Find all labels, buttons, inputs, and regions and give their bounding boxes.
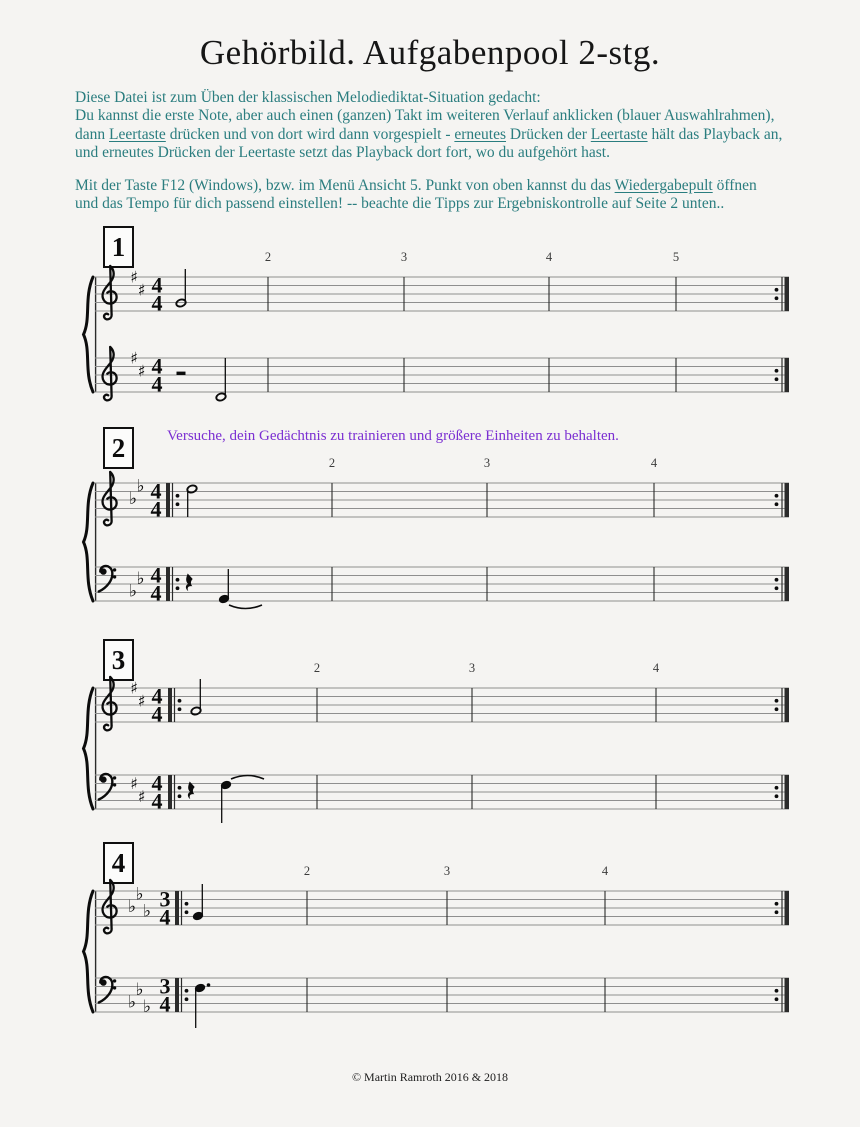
- flat-accidental: ♭: [135, 979, 144, 1000]
- measure-2-1-3[interactable]: [487, 479, 654, 521]
- repeat-dot: [176, 586, 180, 590]
- exercise-number-box-3: 3: [103, 639, 134, 681]
- exercise-number-box-1: 1: [103, 226, 134, 268]
- measure-1-2-3[interactable]: [404, 354, 549, 396]
- exercise-number-box-2: 2: [103, 427, 134, 469]
- sharp-accidental: ♯: [137, 786, 146, 806]
- tie: [229, 605, 262, 609]
- time-signature: 4: [151, 272, 163, 298]
- measure-2-2-3[interactable]: [487, 563, 654, 605]
- time-signature: 4: [159, 991, 171, 1017]
- time-signature: 3: [159, 886, 171, 912]
- flat-accidental: ♭: [127, 897, 137, 917]
- repeat-dot: [178, 699, 182, 703]
- bar-number: 2: [328, 456, 336, 470]
- measure-3-1-2[interactable]: [317, 684, 472, 726]
- repeat-dot: [176, 578, 180, 582]
- measure-3-1-4[interactable]: [656, 684, 789, 726]
- time-signature: 4: [151, 353, 163, 379]
- time-signature: 4: [151, 770, 163, 796]
- flat-accidental: ♭: [127, 992, 137, 1013]
- repeat-dot: [185, 997, 189, 1001]
- system-brace-icon: [84, 277, 94, 392]
- measure-1-1-1[interactable]: [170, 273, 268, 315]
- repeat-dot: [178, 794, 182, 798]
- measure-2-1-4[interactable]: [654, 479, 789, 521]
- intro-paragraph-2: Mit der Taste F12 (Windows), bzw. im Menü Ansicht 5. Punkt von oben kannst du das Wiedergabepult öffnen und das Tempo für dich passend einstellen! -- beachte die Tipps zur Ergebniskontrolle auf Seite 2 unten..: [75, 177, 757, 213]
- measure-3-2-3[interactable]: [472, 771, 656, 813]
- repeat-dot: [185, 902, 189, 906]
- sharp-accidental: ♯: [130, 774, 138, 793]
- time-signature: 4: [150, 562, 162, 588]
- repeat-dot: [176, 502, 180, 506]
- sharp-accidental: ♯: [130, 348, 138, 368]
- measure-3-2-4[interactable]: [656, 771, 789, 813]
- flat-accidental: ♭: [135, 884, 144, 905]
- sharp-accidental: ♯: [130, 267, 138, 287]
- repeat-dot: [185, 989, 189, 993]
- measure-3-2-2[interactable]: [317, 771, 472, 813]
- measure-4-1-1[interactable]: [190, 887, 307, 929]
- bar-number: 4: [601, 864, 609, 878]
- measure-2-2-2[interactable]: [332, 563, 487, 605]
- time-signature: 4: [151, 701, 163, 727]
- sharp-accidental: ♯: [130, 678, 138, 698]
- repeat-dot: [178, 786, 182, 790]
- time-signature: 4: [151, 683, 163, 709]
- flat-accidental: ♭: [128, 581, 138, 602]
- sharp-accidental: ♯: [137, 361, 146, 381]
- measure-2-2-4[interactable]: [654, 563, 789, 605]
- system-3: [84, 661, 790, 823]
- measure-2-1-2[interactable]: [332, 479, 487, 521]
- system-1: [84, 250, 790, 402]
- bar-number: 4: [545, 250, 553, 264]
- start-repeat-thick-bar: [175, 891, 179, 925]
- measure-4-2-1[interactable]: [190, 974, 307, 1016]
- sharp-accidental: ♯: [137, 280, 146, 300]
- measure-1-1-4[interactable]: [549, 273, 676, 315]
- system-brace-icon: [84, 483, 94, 601]
- measure-1-1-3[interactable]: [404, 273, 549, 315]
- flat-accidental: ♭: [142, 996, 152, 1017]
- bar-number: 3: [483, 456, 491, 470]
- bar-number: 4: [650, 456, 658, 470]
- system-2: [84, 456, 790, 609]
- bass-clef-icon: [99, 977, 117, 1002]
- bar-number: 2: [313, 661, 321, 675]
- measure-4-1-3[interactable]: [447, 887, 605, 929]
- flat-accidental: ♭: [136, 568, 145, 589]
- measure-4-2-4[interactable]: [605, 974, 789, 1016]
- start-repeat-thick-bar: [168, 775, 172, 809]
- measure-4-1-2[interactable]: [307, 887, 447, 929]
- measure-1-1-5[interactable]: [676, 273, 789, 315]
- bar-number: 5: [672, 250, 680, 264]
- measure-3-1-3[interactable]: [472, 684, 656, 726]
- start-repeat-thick-bar: [166, 567, 170, 601]
- copyright-footer: © Martin Ramroth 2016 & 2018: [351, 1070, 509, 1084]
- repeat-dot: [176, 494, 180, 498]
- measure-1-1-2[interactable]: [268, 273, 404, 315]
- system-4: [84, 864, 790, 1028]
- measure-4-2-2[interactable]: [307, 974, 447, 1016]
- measure-3-2-1[interactable]: [183, 771, 317, 813]
- system-brace-icon: [84, 688, 94, 809]
- bar-number: 3: [468, 661, 476, 675]
- repeat-dot: [185, 910, 189, 914]
- time-signature: 4: [150, 478, 162, 504]
- measure-1-2-5[interactable]: [676, 354, 789, 396]
- bar-number: 2: [303, 864, 311, 878]
- time-signature: 4: [151, 290, 163, 316]
- flat-accidental: ♭: [136, 476, 145, 497]
- start-repeat-thick-bar: [168, 688, 172, 722]
- exercise-2-hint-text: Versuche, dein Gedächtnis zu trainieren und größere Einheiten zu behalten.: [167, 428, 619, 444]
- measure-2-2-1[interactable]: [181, 563, 332, 605]
- repeat-dot: [178, 707, 182, 711]
- flat-accidental: ♭: [128, 489, 138, 509]
- time-signature: 3: [159, 973, 171, 999]
- measure-1-2-2[interactable]: [268, 354, 404, 396]
- page-title: Gehörbild. Aufgabenpool 2-stg.: [199, 33, 661, 72]
- intro-paragraph-1: Diese Datei ist zum Üben der klassischen Melodiediktat-Situation gedacht: Du kannst die erste Note, aber auch einen (ganzen) Takt im weiteren Verlauf anklicken (blauer Auswahlrahmen), dann Leertaste drücken und von dort wird dann vorgespielt - erneutes Drücken der Leertaste hält das Playback an, und erneutes Drücken der Leertaste setzt das Playback dort fort, wo du aufgehört hast.: [75, 89, 783, 162]
- time-signature: 4: [150, 496, 162, 522]
- start-repeat-thick-bar: [175, 978, 179, 1012]
- time-signature: 4: [159, 904, 171, 930]
- flat-accidental: ♭: [142, 901, 152, 922]
- measure-4-1-4[interactable]: [605, 887, 789, 929]
- time-signature: 4: [151, 371, 163, 397]
- measure-4-2-3[interactable]: [447, 974, 605, 1016]
- bar-number: 3: [400, 250, 408, 264]
- bar-number: 4: [652, 661, 660, 675]
- measure-3-1-1[interactable]: [183, 684, 317, 726]
- system-brace-icon: [84, 891, 94, 1012]
- bar-number: 2: [264, 250, 272, 264]
- bar-number: 3: [443, 864, 451, 878]
- bass-clef-icon: [99, 774, 117, 799]
- bass-clef-icon: [99, 566, 117, 591]
- measure-1-2-4[interactable]: [549, 354, 676, 396]
- exercise-number-box-4: 4: [103, 842, 134, 884]
- time-signature: 4: [150, 580, 162, 606]
- time-signature: 4: [151, 788, 163, 814]
- measure-1-2-1[interactable]: [170, 354, 268, 396]
- start-repeat-thick-bar: [166, 483, 170, 517]
- sharp-accidental: ♯: [137, 691, 146, 711]
- measure-2-1-1[interactable]: [181, 479, 332, 521]
